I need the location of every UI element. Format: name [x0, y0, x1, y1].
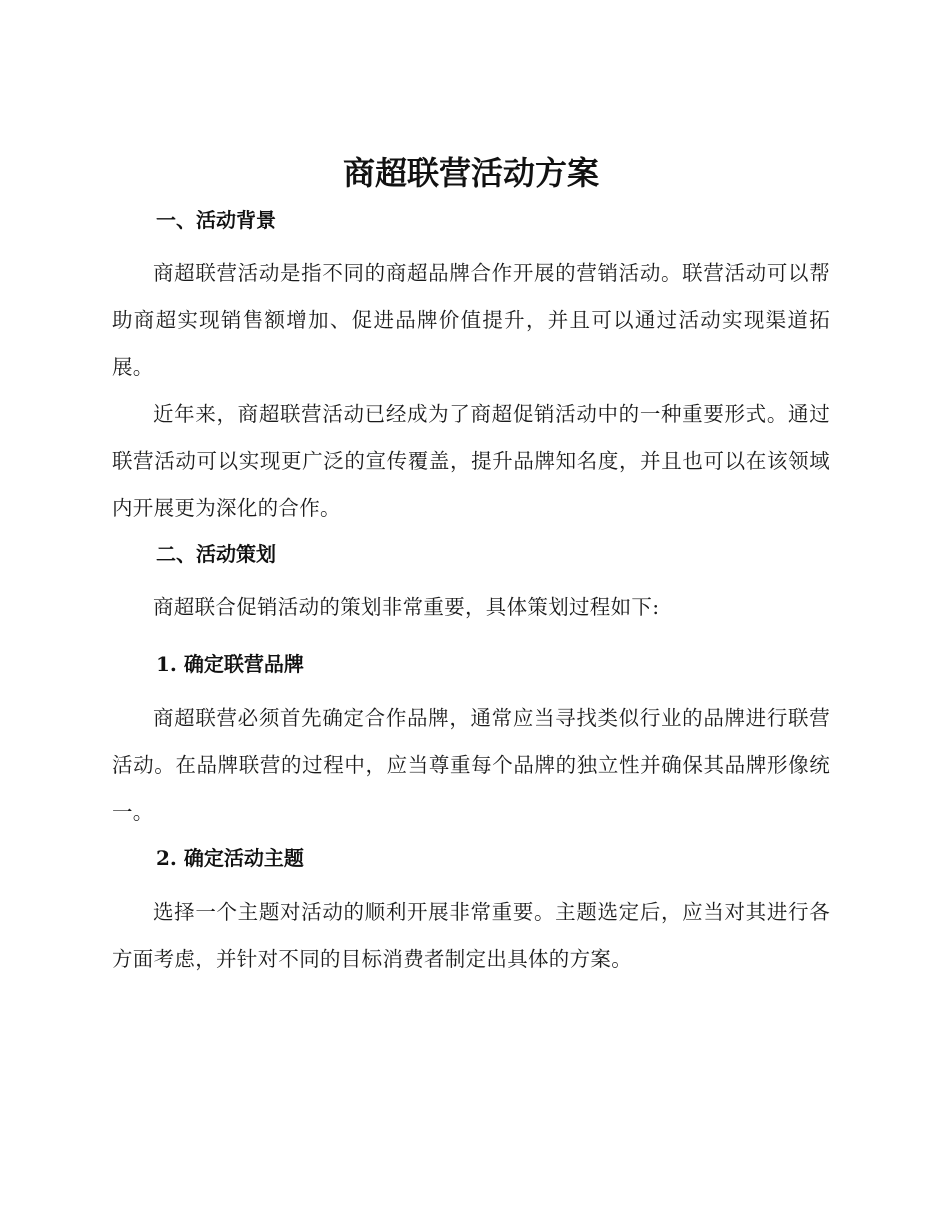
- section-heading-planning: 二、活动策划: [156, 542, 276, 566]
- planning-intro-paragraph: 商超联合促销活动的策划非常重要，具体策划过程如下:: [153, 595, 660, 619]
- section-heading-background: 一、活动背景: [156, 208, 276, 232]
- background-paragraph-2: 近年来，商超联营活动已经成为了商超促销活动中的一种重要形式。通过联营活动可以实现更广泛的宣传覆盖，提升品牌知名度，并且也可以在该领域内开展更为深化的合作。: [112, 402, 830, 520]
- brand-paragraph: 商超联营必须首先确定合作品牌，通常应当寻找类似行业的品牌进行联营活动。在品牌联营的过程中，应当尊重每个品牌的独立性并确保其品牌形像统一。: [112, 706, 830, 824]
- document-title: 商超联营活动方案: [342, 154, 599, 192]
- background-paragraph-1: 商超联营活动是指不同的商超品牌合作开展的营销活动。联营活动可以帮助商超实现销售额增加、促进品牌价值提升，并且可以通过活动实现渠道拓展。: [112, 261, 830, 379]
- subsection-heading-brand: 1. 确定联营品牌: [156, 652, 304, 676]
- subsection-heading-theme: 2. 确定活动主题: [156, 846, 304, 870]
- theme-paragraph: 选择一个主题对活动的顺利开展非常重要。主题选定后，应当对其进行各方面考虑，并针对不同的目标消费者制定出具体的方案。: [112, 900, 830, 971]
